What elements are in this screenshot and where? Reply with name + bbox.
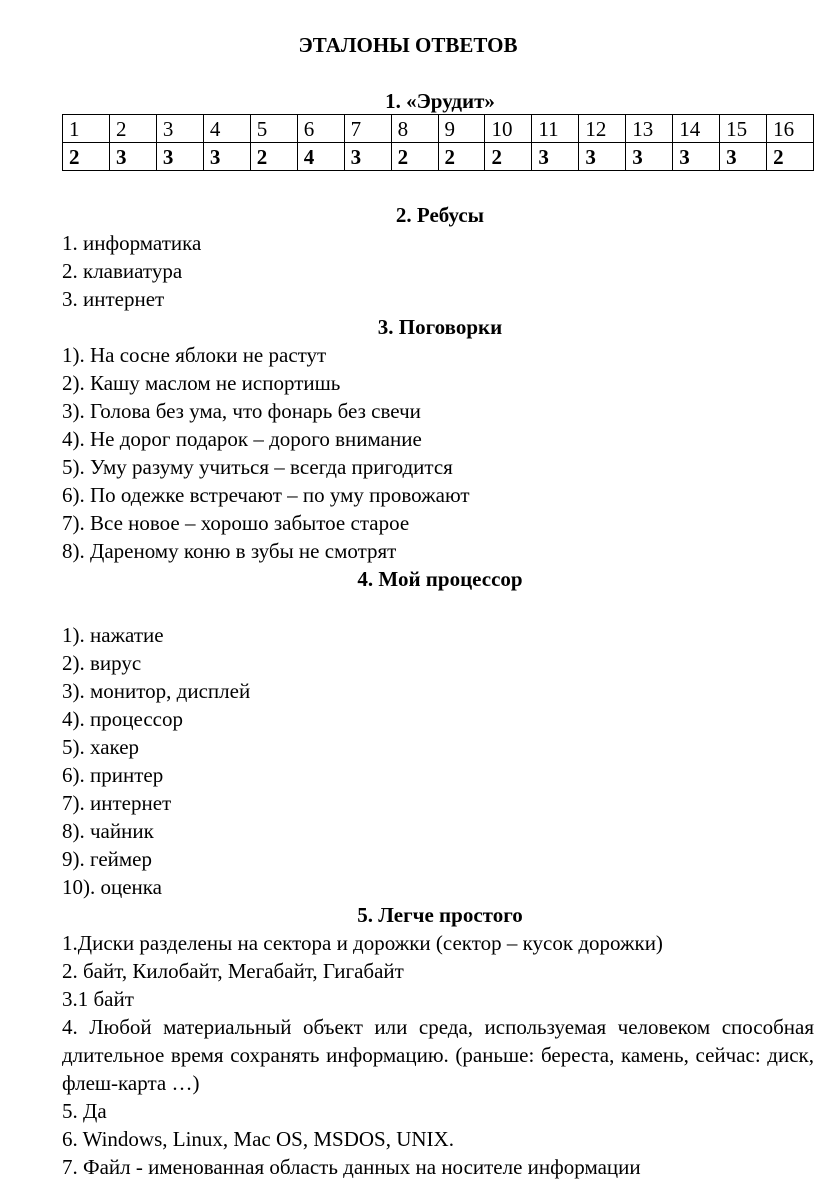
section-heading-erudit: 1. «Эрудит»: [385, 89, 495, 113]
table-cell: 2: [250, 143, 297, 171]
table-cell: 1: [63, 115, 110, 143]
table-cell: 2: [485, 143, 532, 171]
list-item: 4). Не дорог подарок – дорого внимание: [62, 427, 422, 451]
section-heading-rebusy: 2. Ребусы: [395, 203, 485, 227]
table-cell: 3: [532, 143, 579, 171]
list-item: 4). процессор: [62, 707, 183, 731]
list-item: 3). Голова без ума, что фонарь без свечи: [62, 399, 421, 423]
section-heading-legche: 5. Легче простого: [357, 903, 523, 927]
table-cell: 12: [579, 115, 626, 143]
list-item: 10). оценка: [62, 875, 162, 899]
table-row-questions: [63, 115, 814, 143]
table-cell: 2: [767, 143, 814, 171]
table-cell: 9: [438, 115, 485, 143]
list-item: 3. интернет: [62, 287, 165, 311]
list-item: 6). принтер: [62, 763, 164, 787]
table-cell: 3: [156, 143, 203, 171]
table-cell: 2: [438, 143, 485, 171]
pogovorki-list: [62, 341, 814, 565]
table-cell: 6: [297, 115, 344, 143]
table-cell: 4: [297, 143, 344, 171]
erudit-answer-table: [62, 114, 814, 171]
table-cell: 7: [344, 115, 391, 143]
table-cell: 16: [767, 115, 814, 143]
list-item: 7). Все новое – хорошо забытое старое: [62, 511, 410, 535]
section-heading-processor: 4. Мой процессор: [357, 567, 523, 591]
table-cell: 3: [579, 143, 626, 171]
list-item: 9). геймер: [62, 847, 152, 871]
table-cell: 3: [109, 143, 156, 171]
list-item: 6). По одежке встречают – по уму провожают: [62, 483, 470, 507]
table-row-answers: [63, 143, 814, 171]
table-cell: 3: [626, 143, 673, 171]
list-item: 7). интернет: [62, 791, 172, 815]
processor-list: [62, 621, 814, 901]
list-item: 6. Windows, Linux, Mac OS, MSDOS, UNIX.: [62, 1127, 454, 1151]
list-item: 1). На сосне яблоки не растут: [62, 343, 327, 367]
table-cell: 5: [250, 115, 297, 143]
list-item: 8). Дареному коню в зубы не смотрят: [62, 539, 397, 563]
list-item: 7. Файл - именованная область данных на носителе информации: [62, 1155, 641, 1179]
table-cell: 11: [532, 115, 579, 143]
page-title: ЭТАЛОНЫ ОТВЕТОВ: [298, 33, 518, 57]
table-cell: 14: [673, 115, 720, 143]
list-item: 8). чайник: [62, 819, 154, 843]
table-cell: 13: [626, 115, 673, 143]
list-item: 5). хакер: [62, 735, 140, 759]
table-cell: 3: [344, 143, 391, 171]
table-cell: 3: [156, 115, 203, 143]
legche-list: [62, 929, 814, 1181]
list-item: 3.1 байт: [62, 987, 134, 1011]
list-item: 4. Любой материальный объект или среда, используемая человеком способная длительное время сохранять информацию. (раньше: береста, камень, сейчас: диск, флеш-карта …): [62, 1015, 814, 1095]
list-item: 3). монитор, дисплей: [62, 679, 251, 703]
list-item: 2. байт, Килобайт, Мегабайт, Гигабайт: [62, 959, 404, 983]
table-cell: 2: [391, 143, 438, 171]
table-cell: 3: [203, 143, 250, 171]
list-item: 1.Диски разделены на сектора и дорожки (сектор – кусок дорожки): [62, 931, 663, 955]
list-item: 1. информатика: [62, 231, 202, 255]
table-cell: 2: [63, 143, 110, 171]
table-cell: 2: [109, 115, 156, 143]
table-cell: 15: [720, 115, 767, 143]
list-item: 2. клавиатура: [62, 259, 183, 283]
list-item: 5). Уму разуму учиться – всегда пригодится: [62, 455, 453, 479]
list-item: 2). Кашу маслом не испортишь: [62, 371, 341, 395]
section-heading-pogovorki: 3. Поговорки: [377, 315, 503, 339]
list-item: 1). нажатие: [62, 623, 164, 647]
table-cell: 4: [203, 115, 250, 143]
table-cell: 8: [391, 115, 438, 143]
table-cell: 3: [673, 143, 720, 171]
list-item: 2). вирус: [62, 651, 142, 675]
table-cell: 10: [485, 115, 532, 143]
table-cell: 3: [720, 143, 767, 171]
list-item: 5. Да: [62, 1099, 107, 1123]
rebusy-list: [62, 229, 814, 313]
